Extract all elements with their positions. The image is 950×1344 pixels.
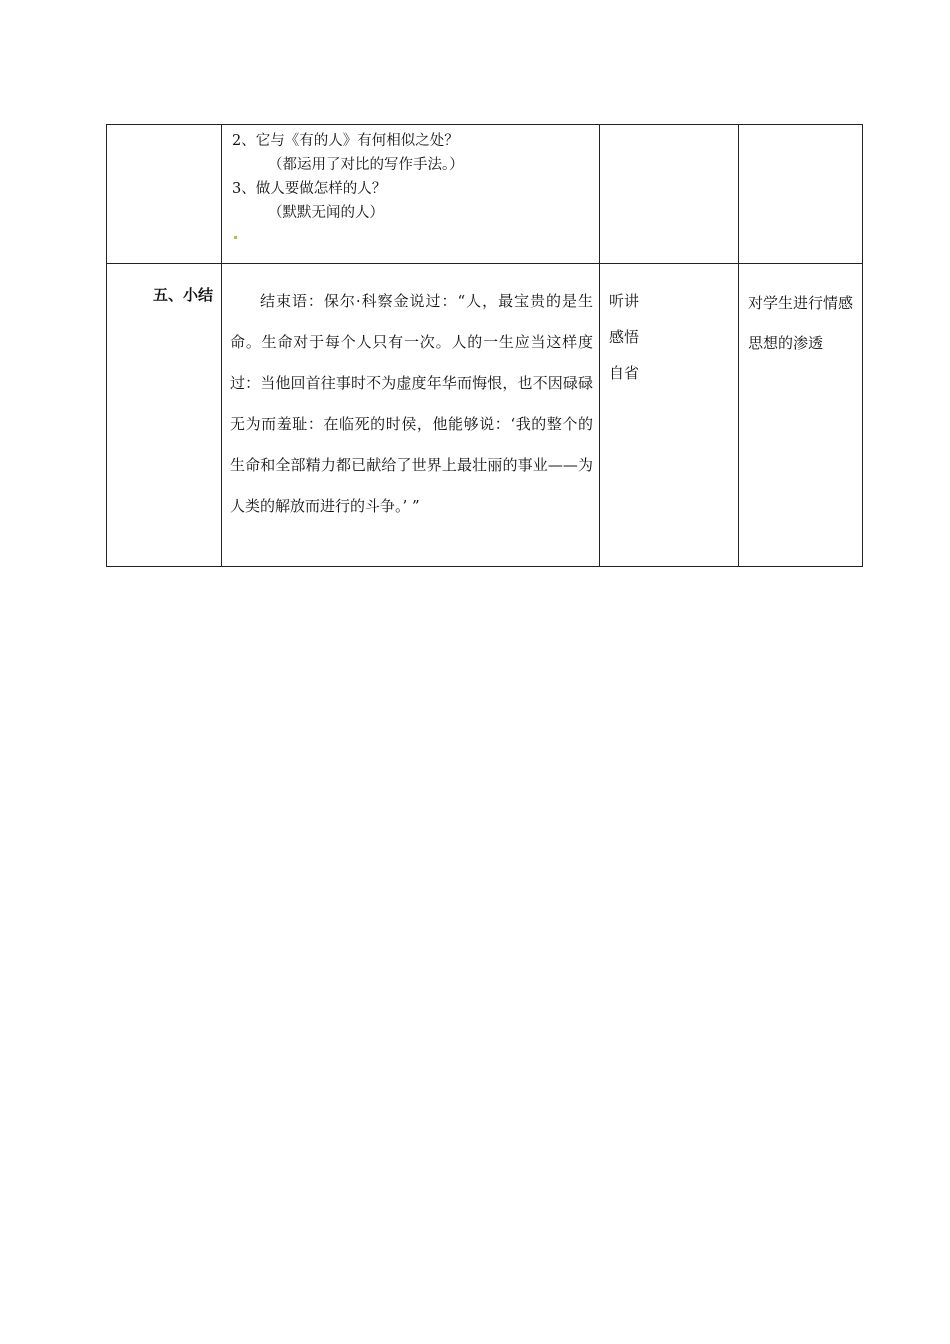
purpose-cell (739, 264, 863, 567)
question-line: 3、做人要做怎样的人？ (232, 181, 387, 197)
content-cell (222, 264, 600, 567)
answer-line: （都运用了对比的写作手法。） (268, 157, 464, 173)
question-line: 2、它与《有的人》有何相似之处？ (232, 133, 459, 149)
content-cell (222, 125, 600, 264)
purpose-text: 对学生进行情感思想的渗透 (748, 294, 854, 352)
table-row (107, 264, 863, 567)
section-cell (107, 125, 222, 264)
section-cell (107, 264, 222, 567)
marker-dot (234, 236, 237, 239)
table-row (107, 125, 863, 264)
activity-item: 听讲 (609, 292, 640, 310)
activity-cell (600, 264, 739, 567)
lesson-plan-table (106, 124, 863, 567)
activity-cell (600, 125, 739, 264)
section-title: 五、小结 (152, 286, 213, 304)
activity-item: 感悟 (609, 328, 640, 346)
activity-item: 自省 (609, 364, 640, 382)
purpose-cell (739, 125, 863, 264)
closing-remarks: 结束语：保尔·科察金说过：“人，最宝贵的是生命。生命对于每个人只有一次。人的一生应当这样度过：当他回首往事时不为虚度年华而悔恨，也不因碌碌无为而羞耻：在临死的时侯，他能够说：‘我的整个的生命和全部精力都已献给了世界上最壮丽的事业——为人类的解放而进行的斗争。’ ” (230, 292, 593, 515)
answer-line: （默默无闻的人） (268, 205, 384, 221)
